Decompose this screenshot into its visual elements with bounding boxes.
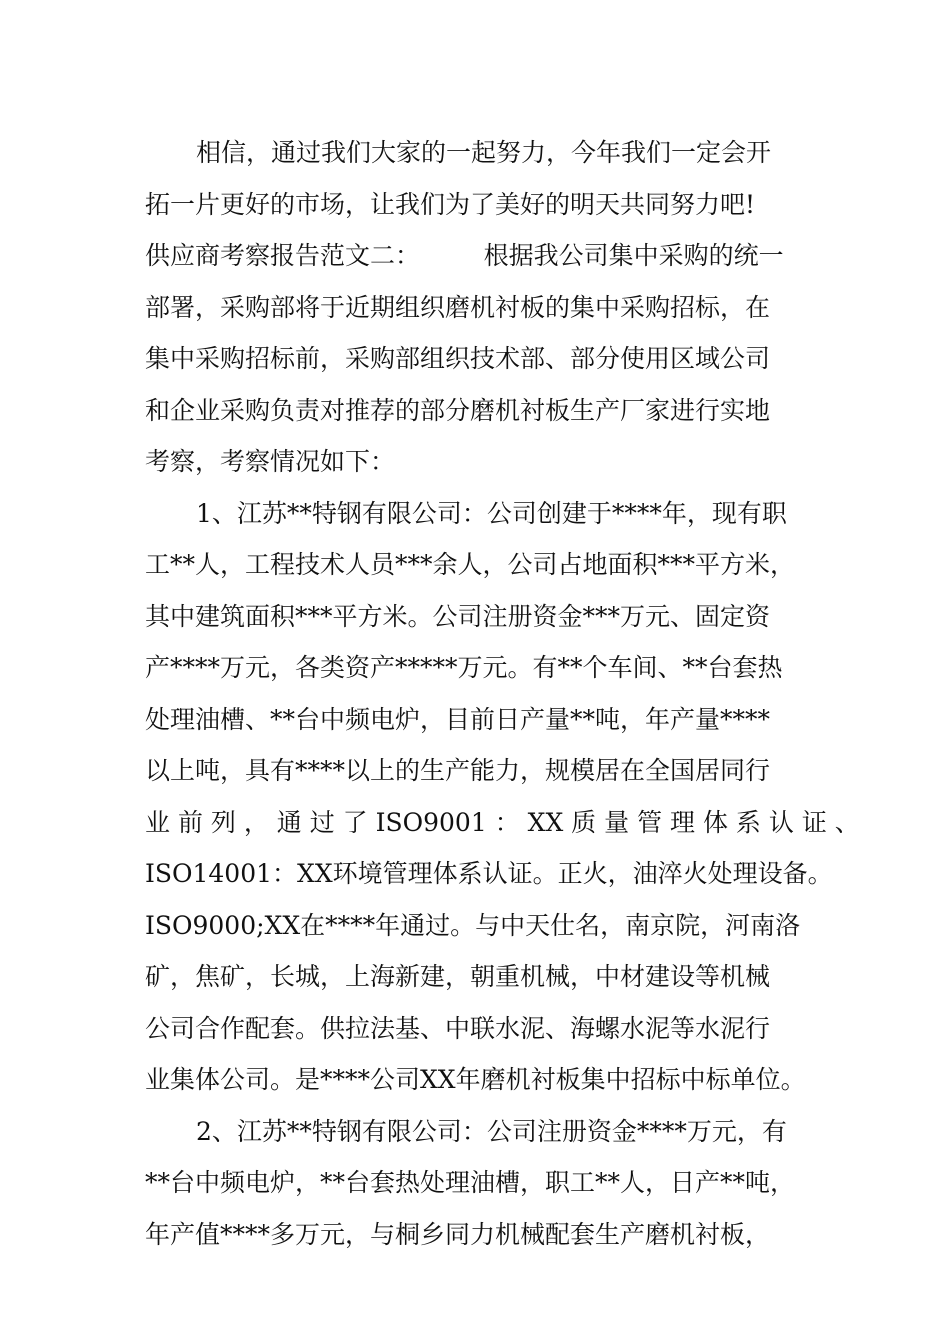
paragraph-line: ISO14001：XX环境管理体系认证。正火，油淬火处理设备。	[145, 859, 833, 888]
paragraph-line: 以上吨，具有****以上的生产能力，规模居在全国居同行	[145, 756, 771, 785]
paragraph-line: 矿，焦矿，长城，上海新建，朝重机械，中材建设等机械	[145, 962, 771, 991]
paragraph-line: 2、江苏**特钢有限公司：公司注册资金****万元，有	[196, 1116, 787, 1146]
paragraph-line: 和企业采购负责对推荐的部分磨机衬板生产厂家进行实地	[145, 395, 771, 425]
paragraph-line: 处理油槽、**台中频电炉，目前日产量**吨，年产量****	[145, 704, 771, 734]
paragraph-line: 相信，通过我们大家的一起努力，今年我们一定会开	[196, 138, 772, 167]
paragraph-line: 1、江苏**特钢有限公司：公司创建于****年，现有职	[196, 498, 787, 528]
paragraph-line: 工**人，工程技术人员***余人，公司占地面积***平方米，	[145, 550, 796, 579]
paragraph-line: 其中建筑面积***平方米。公司注册资金***万元、固定资	[145, 601, 771, 631]
document-body	[145, 127, 860, 1260]
paragraph-line: 业集体公司。是****公司XX年磨机衬板集中招标中标单位。	[145, 1065, 806, 1094]
paragraph-line: ISO9000;XX在****年通过。与中天仕名，南京院，河南洛	[145, 910, 801, 940]
paragraph-line: 公司合作配套。供拉法基、中联水泥、海螺水泥等水泥行	[145, 1013, 771, 1043]
paragraph-line: 业 前 列 ， 通 过 了 ISO9001 ： XX 质 量 管 理 体 系 认 证 、	[145, 807, 860, 837]
paragraph-line: 产****万元，各类资产*****万元。有**个车间、**台套热	[145, 653, 783, 682]
paragraph-line: 集中采购招标前，采购部组织技术部、部分使用区域公司	[145, 344, 771, 373]
paragraph-line: 考察，考察情况如下：	[145, 447, 396, 476]
paragraph-line: 拓一片更好的市场，让我们为了美好的明天共同努力吧!	[145, 189, 756, 219]
paragraph-line: 供应商考察报告范文二： 根据我公司集中采购的统一	[145, 241, 784, 270]
paragraph-line: 部署，采购部将于近期组织磨机衬板的集中采购招标，在	[145, 292, 771, 322]
paragraph-line: 年产值****多万元，与桐乡同力机械配套生产磨机衬板，	[145, 1219, 771, 1249]
paragraph-line: **台中频电炉，**台套热处理油槽，职工**人，日产**吨，	[145, 1168, 796, 1197]
